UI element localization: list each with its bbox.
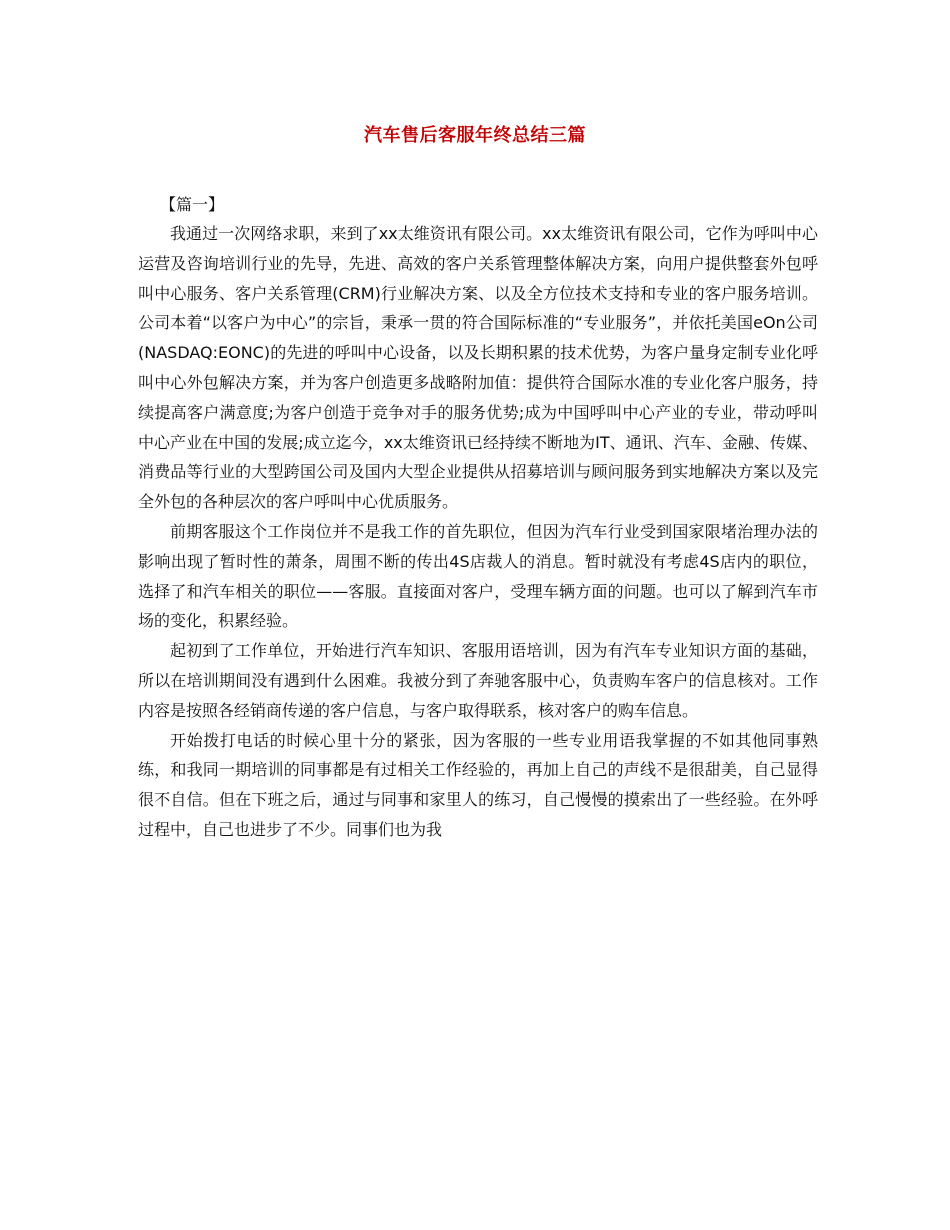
document-body xyxy=(138,219,818,845)
paragraph: 开始拨打电话的时候心里十分的紧张，因为客服的一些专业用语我掌握的不如其他同事熟练，和我同一期培训的同事都是有过相关工作经验的，再加上自己的声线不是很甜美，自己显得很不自信。但在下班之后，通过与同事和家里人的练习，自己慢慢的摸索出了一些经验。在外呼过程中，自己也进步了不少。同事们也为我 xyxy=(138,730,818,839)
document-title: 汽车售后客服年终总结三篇 xyxy=(364,125,586,146)
paragraph: 起初到了工作单位，开始进行汽车知识、客服用语培训，因为有汽车专业知识方面的基础，所以在培训期间没有遇到什么困难。我被分到了奔驰客服中心，负责购车客户的信息核对。工作内容是按照各经销商传递的客户信息，与客户取得联系，核对客户的购车信息。 xyxy=(138,641,818,720)
paragraph: 我通过一次网络求职，来到了xx太维资讯有限公司。xx太维资讯有限公司，它作为呼叫中心运营及咨询培训行业的先导，先进、高效的客户关系管理整体解决方案，向用户提供整套外包呼叫中心服务、客户关系管理(CRM)行业解决方案、以及全方位技术支持和专业的客户服务培训。公司本着“以客户为中心”的宗旨，秉承一贯的符合国际标准的“专业服务”，并依托美国eOn公司(NASDAQ:EONC)的先进的呼叫中心设备，以及长期积累的技术优势，为客户量身定制专业化呼叫中心外包解决方案，并为客户创造更多战略附加值：提供符合国际水准的专业化客户服务，持续提高客户满意度;为客户创造于竞争对手的服务优势;成为中国呼叫中心产业的专业，带动呼叫中心产业在中国的发展;成立迄今，xx太维资讯已经持续不断地为IT、通讯、汽车、金融、传媒、消费品等行业的大型跨国公司及国内大型企业提供从招募培训与顾问服务到实地解决方案以及完全外包的各种层次的客户呼叫中心优质服务。 xyxy=(138,224,818,512)
section-heading: 【篇一】 xyxy=(160,195,225,214)
paragraph: 前期客服这个工作岗位并不是我工作的首先职位，但因为汽车行业受到国家限堵治理办法的影响出现了暂时性的萧条，周围不断的传出4S店裁人的消息。暂时就没有考虑4S店内的职位，选择了和汽车相关的职位——客服。直接面对客户，受理车辆方面的问题。也可以了解到汽车市场的变化，积累经验。 xyxy=(138,521,818,631)
